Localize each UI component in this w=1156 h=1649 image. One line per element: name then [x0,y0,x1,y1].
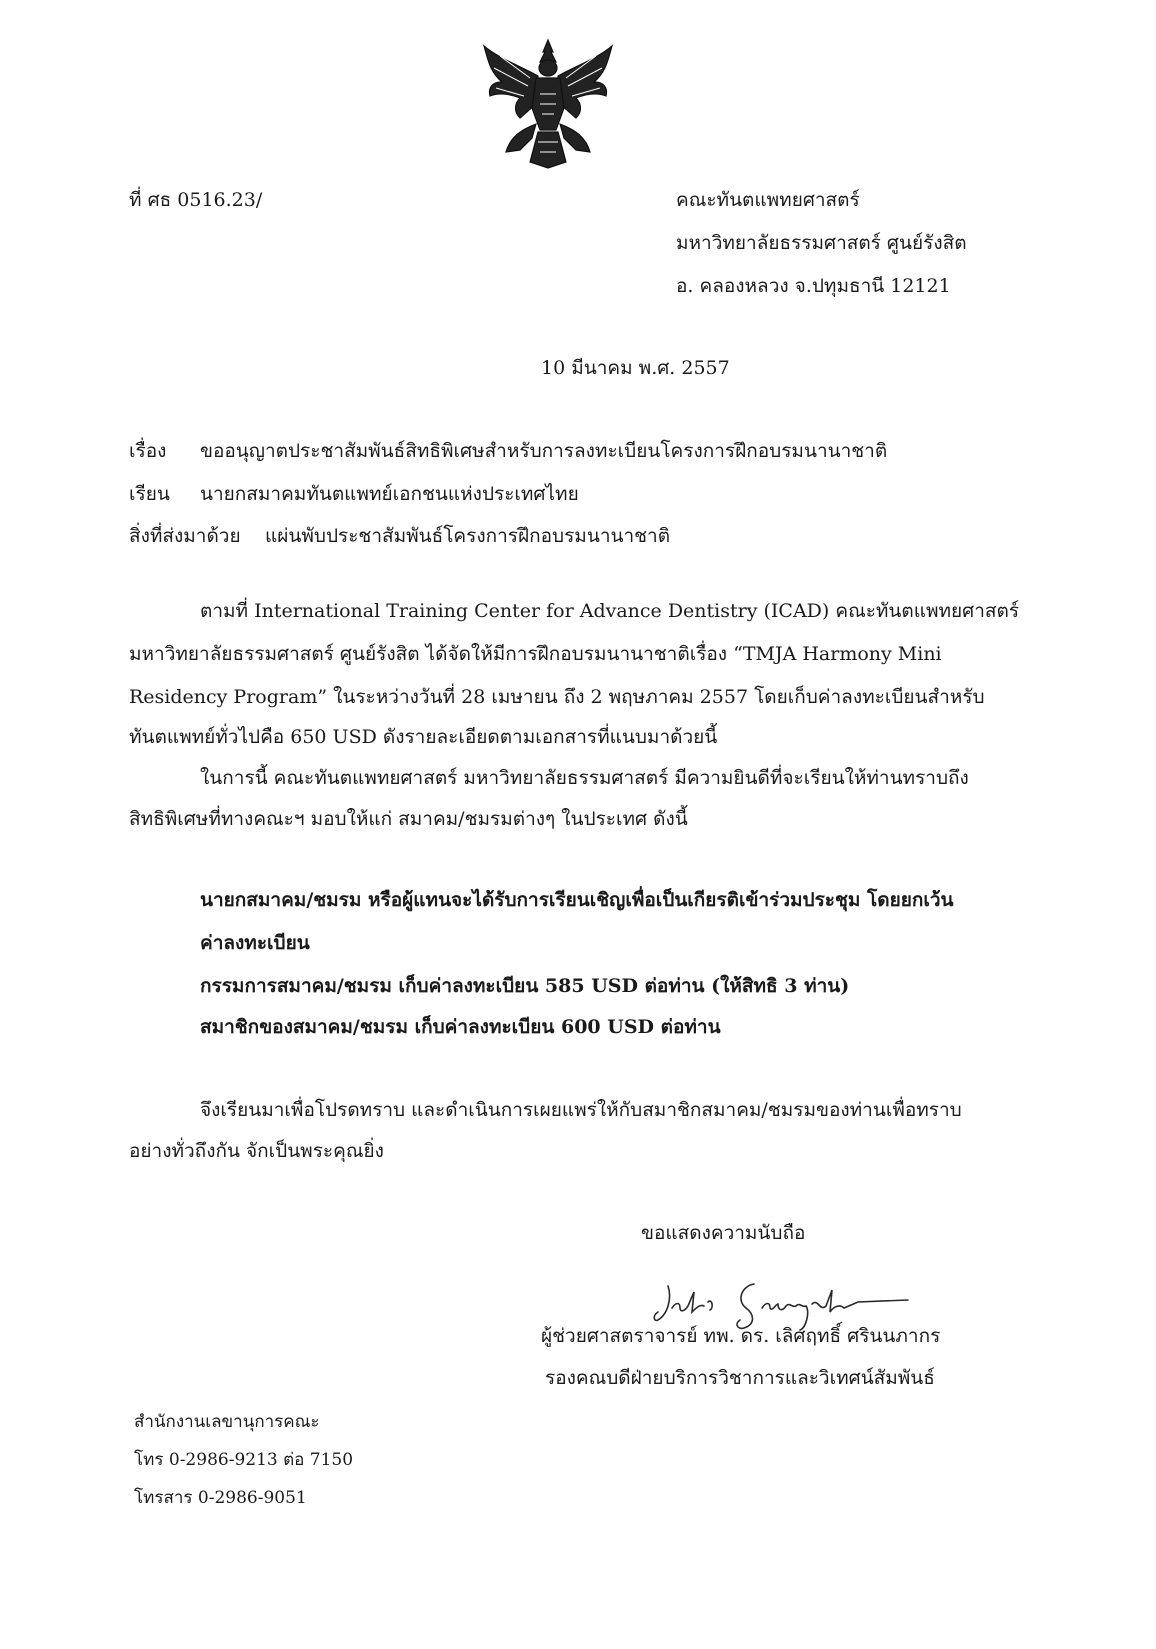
recipient-label: เรียน [129,483,170,505]
privilege-line: นายกสมาคม/ชมรม หรือผู้แทนจะได้รับการเรียนเชิญเพื่อเป็นเกียรติเข้าร่วมประชุม โดยยกเว้น [200,889,954,911]
office-phone: โทร 0-2986-9213 ต่อ 7150 [134,1450,354,1470]
privilege-line: สมาชิกของสมาคม/ชมรม เก็บค่าลงทะเบียน 600 USD ต่อท่าน [200,1016,721,1038]
signer-position: รองคณบดีฝ่ายบริการวิชาการและวิเทศน์สัมพันธ์ [545,1367,935,1389]
enclosure-text: แผ่นพับประชาสัมพันธ์โครงการฝึกอบรมนานาชาติ [265,525,671,547]
salutation: ขอแสดงความนับถือ [641,1222,806,1244]
letter-date: 10 มีนาคม พ.ศ. 2557 [541,357,730,379]
body-line: มหาวิทยาลัยธรรมศาสตร์ ศูนย์รังสิต ได้จัดให้มีการฝึกอบรมนานาชาติเรื่อง “TMJA Harmony Mini [129,643,942,665]
office-name: สำนักงานเลขานุการคณะ [134,1412,320,1432]
garuda-emblem-icon [480,38,616,170]
privilege-line: ค่าลงทะเบียน [200,932,310,954]
body-line: ทันตแพทย์ทั่วไปคือ 650 USD ดังรายละเอียดตามเอกสารที่แนบมาด้วยนี้ [129,726,718,748]
office-fax: โทรสาร 0-2986-9051 [134,1488,307,1508]
enclosure-label: สิ่งที่ส่งมาด้วย [129,525,241,547]
reference-number: ที่ ศธ 0516.23/ [129,189,263,211]
body-line: ในการนี้ คณะทันตแพทยศาสตร์ มหาวิทยาลัยธรรมศาสตร์ มีความยินดีที่จะเรียนให้ท่านทราบถึง [200,767,969,789]
closing-line: จึงเรียนมาเพื่อโปรดทราบ และดำเนินการเผยแพร่ให้กับสมาชิกสมาคม/ชมรมของท่านเพื่อทราบ [200,1099,962,1121]
sender-faculty: คณะทันตแพทยศาสตร์ [676,189,860,211]
privilege-line: กรรมการสมาคม/ชมรม เก็บค่าลงทะเบียน 585 USD ต่อท่าน (ให้สิทธิ 3 ท่าน) [200,975,850,997]
sender-university: มหาวิทยาลัยธรรมศาสตร์ ศูนย์รังสิต [676,232,967,254]
subject-text: ขออนุญาตประชาสัมพันธ์สิทธิพิเศษสำหรับการลงทะเบียนโครงการฝึกอบรมนานาชาติ [200,440,888,462]
body-line: สิทธิพิเศษที่ทางคณะฯ มอบให้แก่ สมาคม/ชมรมต่างๆ ในประเทศ ดังนี้ [129,808,688,830]
subject-label: เรื่อง [129,440,167,462]
sender-address: อ. คลองหลวง จ.ปทุมธานี 12121 [676,275,951,297]
closing-line: อย่างทั่วถึงกัน จักเป็นพระคุณยิ่ง [129,1140,384,1162]
body-line: Residency Program” ในระหว่างวันที่ 28 เมษายน ถึง 2 พฤษภาคม 2557 โดยเก็บค่าลงทะเบียนสำหรับ [129,686,985,708]
signer-name: ผู้ช่วยศาสตราจารย์ ทพ. ดร. เลิศฤทธิ์ ศรินนภากร [541,1325,941,1347]
body-line: ตามที่ International Training Center for Advance Dentistry (ICAD) คณะทันตแพทยศาสตร์ [200,600,1020,622]
recipient-text: นายกสมาคมทันตแพทย์เอกชนแห่งประเทศไทย [200,483,579,505]
